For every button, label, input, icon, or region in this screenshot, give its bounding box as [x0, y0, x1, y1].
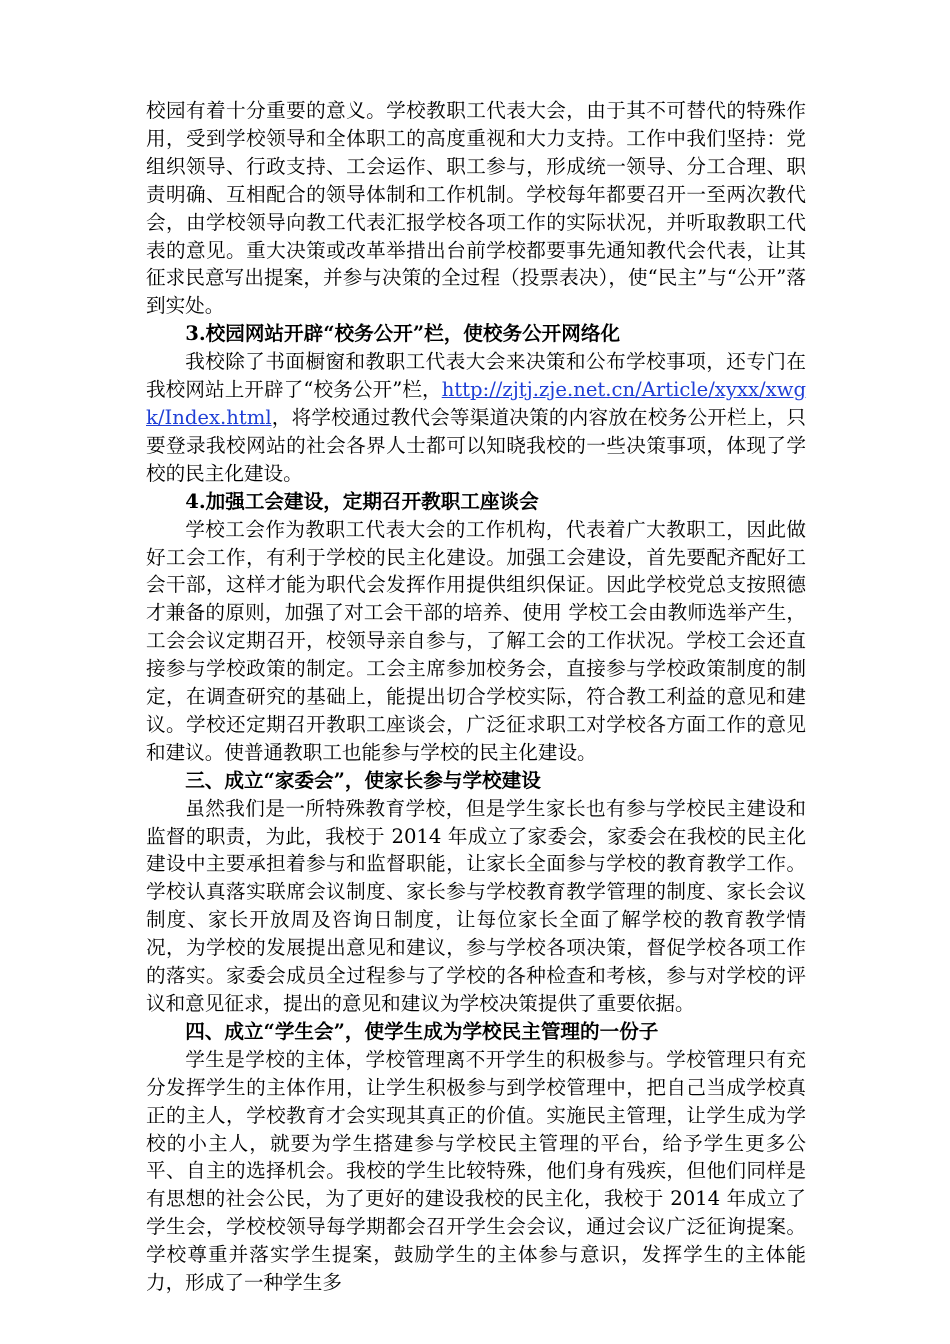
paragraph-website [146, 348, 806, 488]
paragraph-website-text-before: 我校除了书面橱窗和教职工代表大会来决策和公布学校事项，还专门在我校网站上开辟了“校务公开”栏， [146, 350, 806, 402]
paragraph-staff-congress: 校园有着十分重要的意义。学校教职工代表大会，由于其不可替代的特殊作用，受到学校领导和全体职工的高度重视和大力支持。工作中我们坚持：党组织领导、行政支持、工会运作、职工参与，形成统一领导、分工合理、职责明确、互相配合的领导体制和工作机制。学校每年都要召开一至两次教代会，由学校领导向教工代表汇报学校各项工作的实际状况，并听取教职工代表的意见。重大决策或改革举措出台前学校都要事先通知教代会代表，让其征求民意写出提案，并参与决策的全过程（投票表决），使“民主”与“公开”落到实处。 [146, 99, 806, 318]
paragraph-parent-committee: 虽然我们是一所特殊教育学校，但是学生家长也有参与学校民主建设和监督的职责，为此，我校于 2014 年成立了家委会，家委会在我校的民主化建设中主要承担着参与和监督职能，让家长全面参与学校的教育教学工作。学校认真落实联席会议制度、家长参与学校教育教学管理的制度、家长会议制度、家长开放周及咨询日制度，让每位家长全面了解学校的教育教学情况，为学校的发展提出意见和建议，参与学校各项决策，督促学校各项工作的落实。家委会成员全过程参与了学校的各种检查和考核，参与对学校的评议和意见征求，提出的意见和建议为学校决策提供了重要依据。 [146, 796, 806, 1015]
paragraph-union: 学校工会作为教职工代表大会的工作机构，代表着广大教职工，因此做好工会工作，有利于学校的民主化建设。加强工会建设，首先要配齐配好工会干部，这样才能为职代会发挥作用提供组织保证。因此学校党总支按照德才兼备的原则，加强了对工会干部的培养、使用 学校工会由教师选举产生，工会会议定期召开，校领导亲自参与，了解工会的工作状况。学校工会还直接参与学校政策的制定。工会主席参加校务会，直接参与学校政策制度的制定，在调查研究的基础上，能提出切合学校实际，符合教工利益的意见和建议。学校还定期召开教职工座谈会，广泛征求职工对学校各方面工作的意见和建议。使普通教职工也能参与学校的民主化建设。 [146, 517, 806, 764]
heading-parent-committee: 三、成立“家委会”，使家长参与学校建设 [185, 768, 541, 792]
document-page [146, 97, 806, 1297]
heading-student-union: 四、成立“学生会”，使学生成为学校民主管理的一份子 [185, 1019, 659, 1043]
paragraph-student-union: 学生是学校的主体，学校管理离不开学生的积极参与。学校管理只有充分发挥学生的主体作用，让学生积极参与到学校管理中，把自己当成学校真正的主人，学校教育才会实现其真正的价值。实施民主管理，让学生成为学校的小主人，就要为学生搭建参与学校民主管理的平台，给予学生更多公平、自主的选择机会。我校的学生比较特殊，他们身有残疾，但他们同样是有思想的社会公民，为了更好的建设我校的民主化，我校于 2014 年成立了学生会，学校校领导每学期都会召开学生会会议，通过会议广泛征询提案。学校尊重并落实学生提案，鼓励学生的主体参与意识，发挥学生的主体能力，形成了一种学生多 [146, 1047, 806, 1295]
paragraph-website-text-after: ，将学校通过教代会等渠道决策的内容放在校务公开栏上，只要登录我校网站的社会各界人士都可以知晓我校的一些决策事项，体现了学校的民主化建设。 [146, 405, 806, 485]
heading-website-column: 3.校园网站开辟“校务公开”栏，使校务公开网络化 [185, 322, 621, 346]
school-affairs-link[interactable]: http://zjtj.zje.net.cn/Article/xyxx/xwgk/Index.html [146, 378, 806, 429]
heading-union: 4.加强工会建设，定期召开教职工座谈会 [185, 489, 539, 513]
